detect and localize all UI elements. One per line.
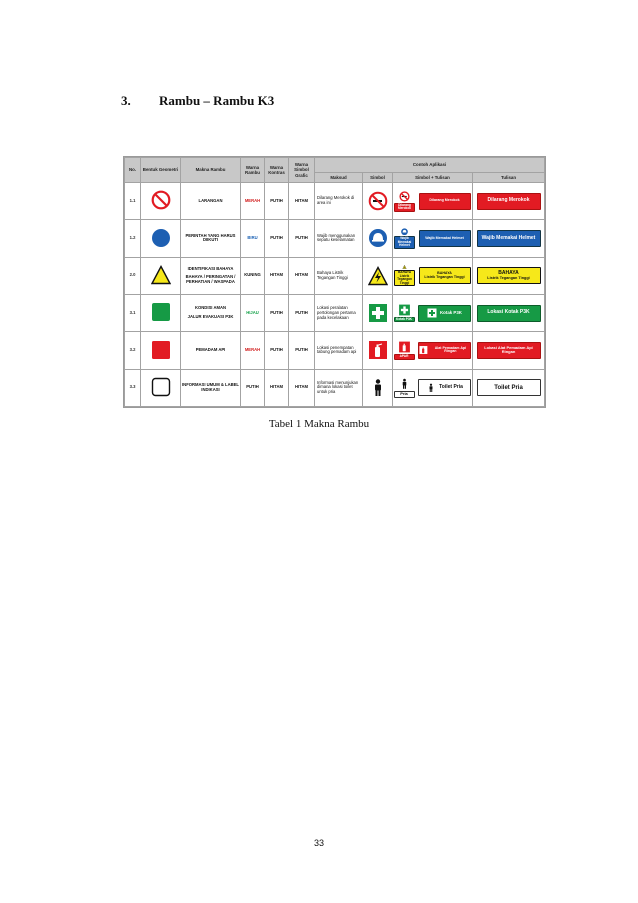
combo-text: Dilarang Merokok (419, 193, 471, 210)
header-no: No. (125, 158, 141, 183)
header-warna-rambu: Warna Rambu (241, 158, 265, 183)
warna-kontras-cell: PUTIH (265, 332, 289, 369)
warna-rambu-cell: BIRU (241, 220, 265, 257)
warna-rambu-cell: KUNING (241, 257, 265, 294)
male-person-icon (426, 383, 436, 393)
symbol-cell (363, 183, 393, 220)
mandatory-circle-icon (151, 228, 171, 248)
male-person-icon (368, 378, 388, 398)
symbol-text-cell (393, 257, 473, 294)
shape-cell (141, 183, 181, 220)
shape-cell (141, 257, 181, 294)
maksud-cell: Lokasi peralatan pertolongan pertama pada kecelakaan (315, 294, 363, 331)
first-aid-cross-icon (427, 308, 437, 318)
page-number: 33 (313, 838, 324, 848)
tile-label: Kotak P3K (394, 317, 415, 323)
warna-simbol-cell: PUTIH (289, 220, 315, 257)
text-plate: Toilet Pria (477, 379, 541, 396)
text-plate: Lokasi Alat Pemadam Api Ringan (477, 342, 541, 359)
safe-condition-square-icon (151, 302, 171, 322)
warning-triangle-icon (151, 265, 171, 285)
header-maksud: Maksud (315, 173, 363, 183)
row-number: 1.1 (125, 183, 141, 220)
header-bentuk: Bentuk Geometri (141, 158, 181, 183)
symbol-cell (363, 220, 393, 257)
section-heading (121, 93, 274, 109)
header-makna: Makna Rambu (181, 158, 241, 183)
symbol-cell (363, 294, 393, 331)
text-plate (477, 267, 541, 284)
text-cell (473, 294, 545, 331)
text-cell (473, 332, 545, 369)
makna-line-2: BAHAYA / PERINGATAN / PERHATIAN / WASPADA (185, 274, 236, 285)
table-row (125, 183, 545, 220)
symbol-text-cell (393, 220, 473, 257)
high-voltage-icon (398, 265, 411, 269)
row-number: 1.2 (125, 220, 141, 257)
header-simbol: Simbol (363, 173, 393, 183)
makna-cell: INFORMASI UMUM & LABEL INDIKASI (181, 369, 241, 406)
male-person-icon (398, 378, 411, 390)
makna-cell: PEMADAM API (181, 332, 241, 369)
symbol-text-cell (393, 294, 473, 331)
text-cell (473, 220, 545, 257)
maksud-cell: Dilarang Merokok di area ini (315, 183, 363, 220)
header-tulisan: Tulisan (473, 173, 545, 183)
plate-title: BAHAYA (498, 269, 519, 276)
text-plate: Lokasi Kotak P3K (477, 305, 541, 322)
helmet-icon (368, 228, 388, 248)
maksud-cell: Bahaya Listrik Tegangan Tinggi (315, 257, 363, 294)
warna-kontras-cell: HITAM (265, 369, 289, 406)
combo-text: Toilet Pria (439, 384, 463, 391)
warna-kontras-cell: HITAM (265, 257, 289, 294)
maksud-cell: Wajib menggunakan sepatu keselamatan (315, 220, 363, 257)
header-warna-simbol: Warna Simbol Grafic (289, 158, 315, 183)
row-number: 3.3 (125, 369, 141, 406)
row-number: 2.0 (125, 257, 141, 294)
fire-extinguisher-icon (419, 345, 428, 355)
tile-label: Wajib Memakai Helmet (394, 236, 415, 249)
symbol-cell (363, 332, 393, 369)
table-caption: Tabel 1 Makna Rambu (268, 418, 370, 430)
text-cell (473, 257, 545, 294)
combo-text: Kotak P3K (440, 309, 462, 315)
combo-plate (418, 305, 471, 322)
shape-cell (141, 294, 181, 331)
fire-extinguisher-icon (368, 340, 388, 360)
shape-cell (141, 332, 181, 369)
symbol-cell (363, 257, 393, 294)
warna-simbol-cell: PUTIH (289, 294, 315, 331)
combo-plate (418, 342, 471, 359)
first-aid-cross-icon (398, 304, 411, 316)
symbol-text-cell (393, 332, 473, 369)
header-warna-kontras: Warna Kontras (265, 158, 289, 183)
warna-rambu-cell: HIJAU (241, 294, 265, 331)
first-aid-tile (394, 303, 414, 324)
header-contoh: Contoh Aplikasi (315, 158, 545, 173)
prohibition-circle-icon (151, 190, 171, 210)
warna-kontras-cell: PUTIH (265, 294, 289, 331)
no-smoking-icon (368, 191, 388, 211)
warna-simbol-cell: PUTIH (289, 332, 315, 369)
text-cell (473, 183, 545, 220)
combo-text: Listrik Tegangan Tinggi (424, 274, 465, 279)
text-plate: Wajib Memakai Helmet (477, 230, 541, 247)
table-row (125, 294, 545, 331)
warna-rambu-cell: MERAH (241, 183, 265, 220)
warna-rambu-cell: PUTIH (241, 369, 265, 406)
table-row (125, 220, 545, 257)
combo-plate (418, 379, 471, 396)
text-plate: Dilarang Merokok (477, 193, 541, 210)
tile-label: APAR (394, 354, 415, 360)
makna-line: IDENTIFIKASI BAHAYA (187, 265, 234, 271)
fire-equipment-square-icon (151, 340, 171, 360)
toilet-male-tile (394, 377, 414, 398)
symbol-text-cell (393, 369, 473, 406)
text-cell (473, 369, 545, 406)
section-number: 3. (121, 93, 131, 108)
combo-text: Alat Pemadam Api Ringan (434, 345, 467, 354)
tile-label: BAHAYA Listrik Tegangan Tinggi (394, 270, 415, 286)
combo-title: BAHAYA (437, 270, 452, 275)
table-row (125, 332, 545, 369)
warna-rambu-cell: MERAH (241, 332, 265, 369)
maksud-cell: Lokasi penempatan tabung pemadam api (315, 332, 363, 369)
makna-cell (181, 294, 241, 331)
header-simbol-tulisan: Simbol + Tulisan (393, 173, 473, 183)
shape-cell (141, 220, 181, 257)
makna-line: KONDISI AMAN (194, 305, 227, 311)
high-voltage-tile (395, 265, 415, 286)
shape-cell (141, 369, 181, 406)
section-title: Rambu – Rambu K3 (159, 93, 275, 108)
warna-kontras-cell: PUTIH (265, 183, 289, 220)
plate-text: Listrik Tegangan Tinggi (487, 276, 530, 281)
makna-cell: LARANGAN (181, 183, 241, 220)
warna-kontras-cell: PUTIH (265, 220, 289, 257)
combo-text: Wajib Memakai Helmet (419, 230, 471, 247)
table-row (125, 369, 545, 406)
high-voltage-icon (368, 266, 388, 286)
symbol-text-cell (393, 183, 473, 220)
tile-label: Pria (394, 391, 415, 397)
tile-label: Dilarang Merokok (394, 203, 415, 212)
warna-simbol-cell: HITAM (289, 369, 315, 406)
warna-simbol-cell: HITAM (289, 257, 315, 294)
no-smoking-icon (398, 191, 411, 202)
no-smoking-tile (395, 191, 415, 212)
symbol-cell (363, 369, 393, 406)
row-number: 3.2 (125, 332, 141, 369)
maksud-cell: Informasi menunjukan dimana lokasi toilet untuk pria (315, 369, 363, 406)
helmet-icon (398, 228, 411, 235)
row-number: 3.1 (125, 294, 141, 331)
warna-simbol-cell: HITAM (289, 183, 315, 220)
fire-extinguisher-icon (398, 341, 411, 353)
makna-cell (181, 257, 241, 294)
makna-cell: PERINTAH YANG HARUS DIIKUTI (181, 220, 241, 257)
first-aid-cross-icon (368, 303, 388, 323)
fire-extinguisher-tile (394, 340, 414, 361)
helmet-tile (395, 228, 415, 249)
information-square-icon (151, 377, 171, 397)
table-row (125, 257, 545, 294)
sign-meaning-table (123, 156, 546, 408)
makna-line-2: JALUR EVAKUASI P3K (187, 314, 234, 320)
combo-plate (419, 267, 471, 284)
